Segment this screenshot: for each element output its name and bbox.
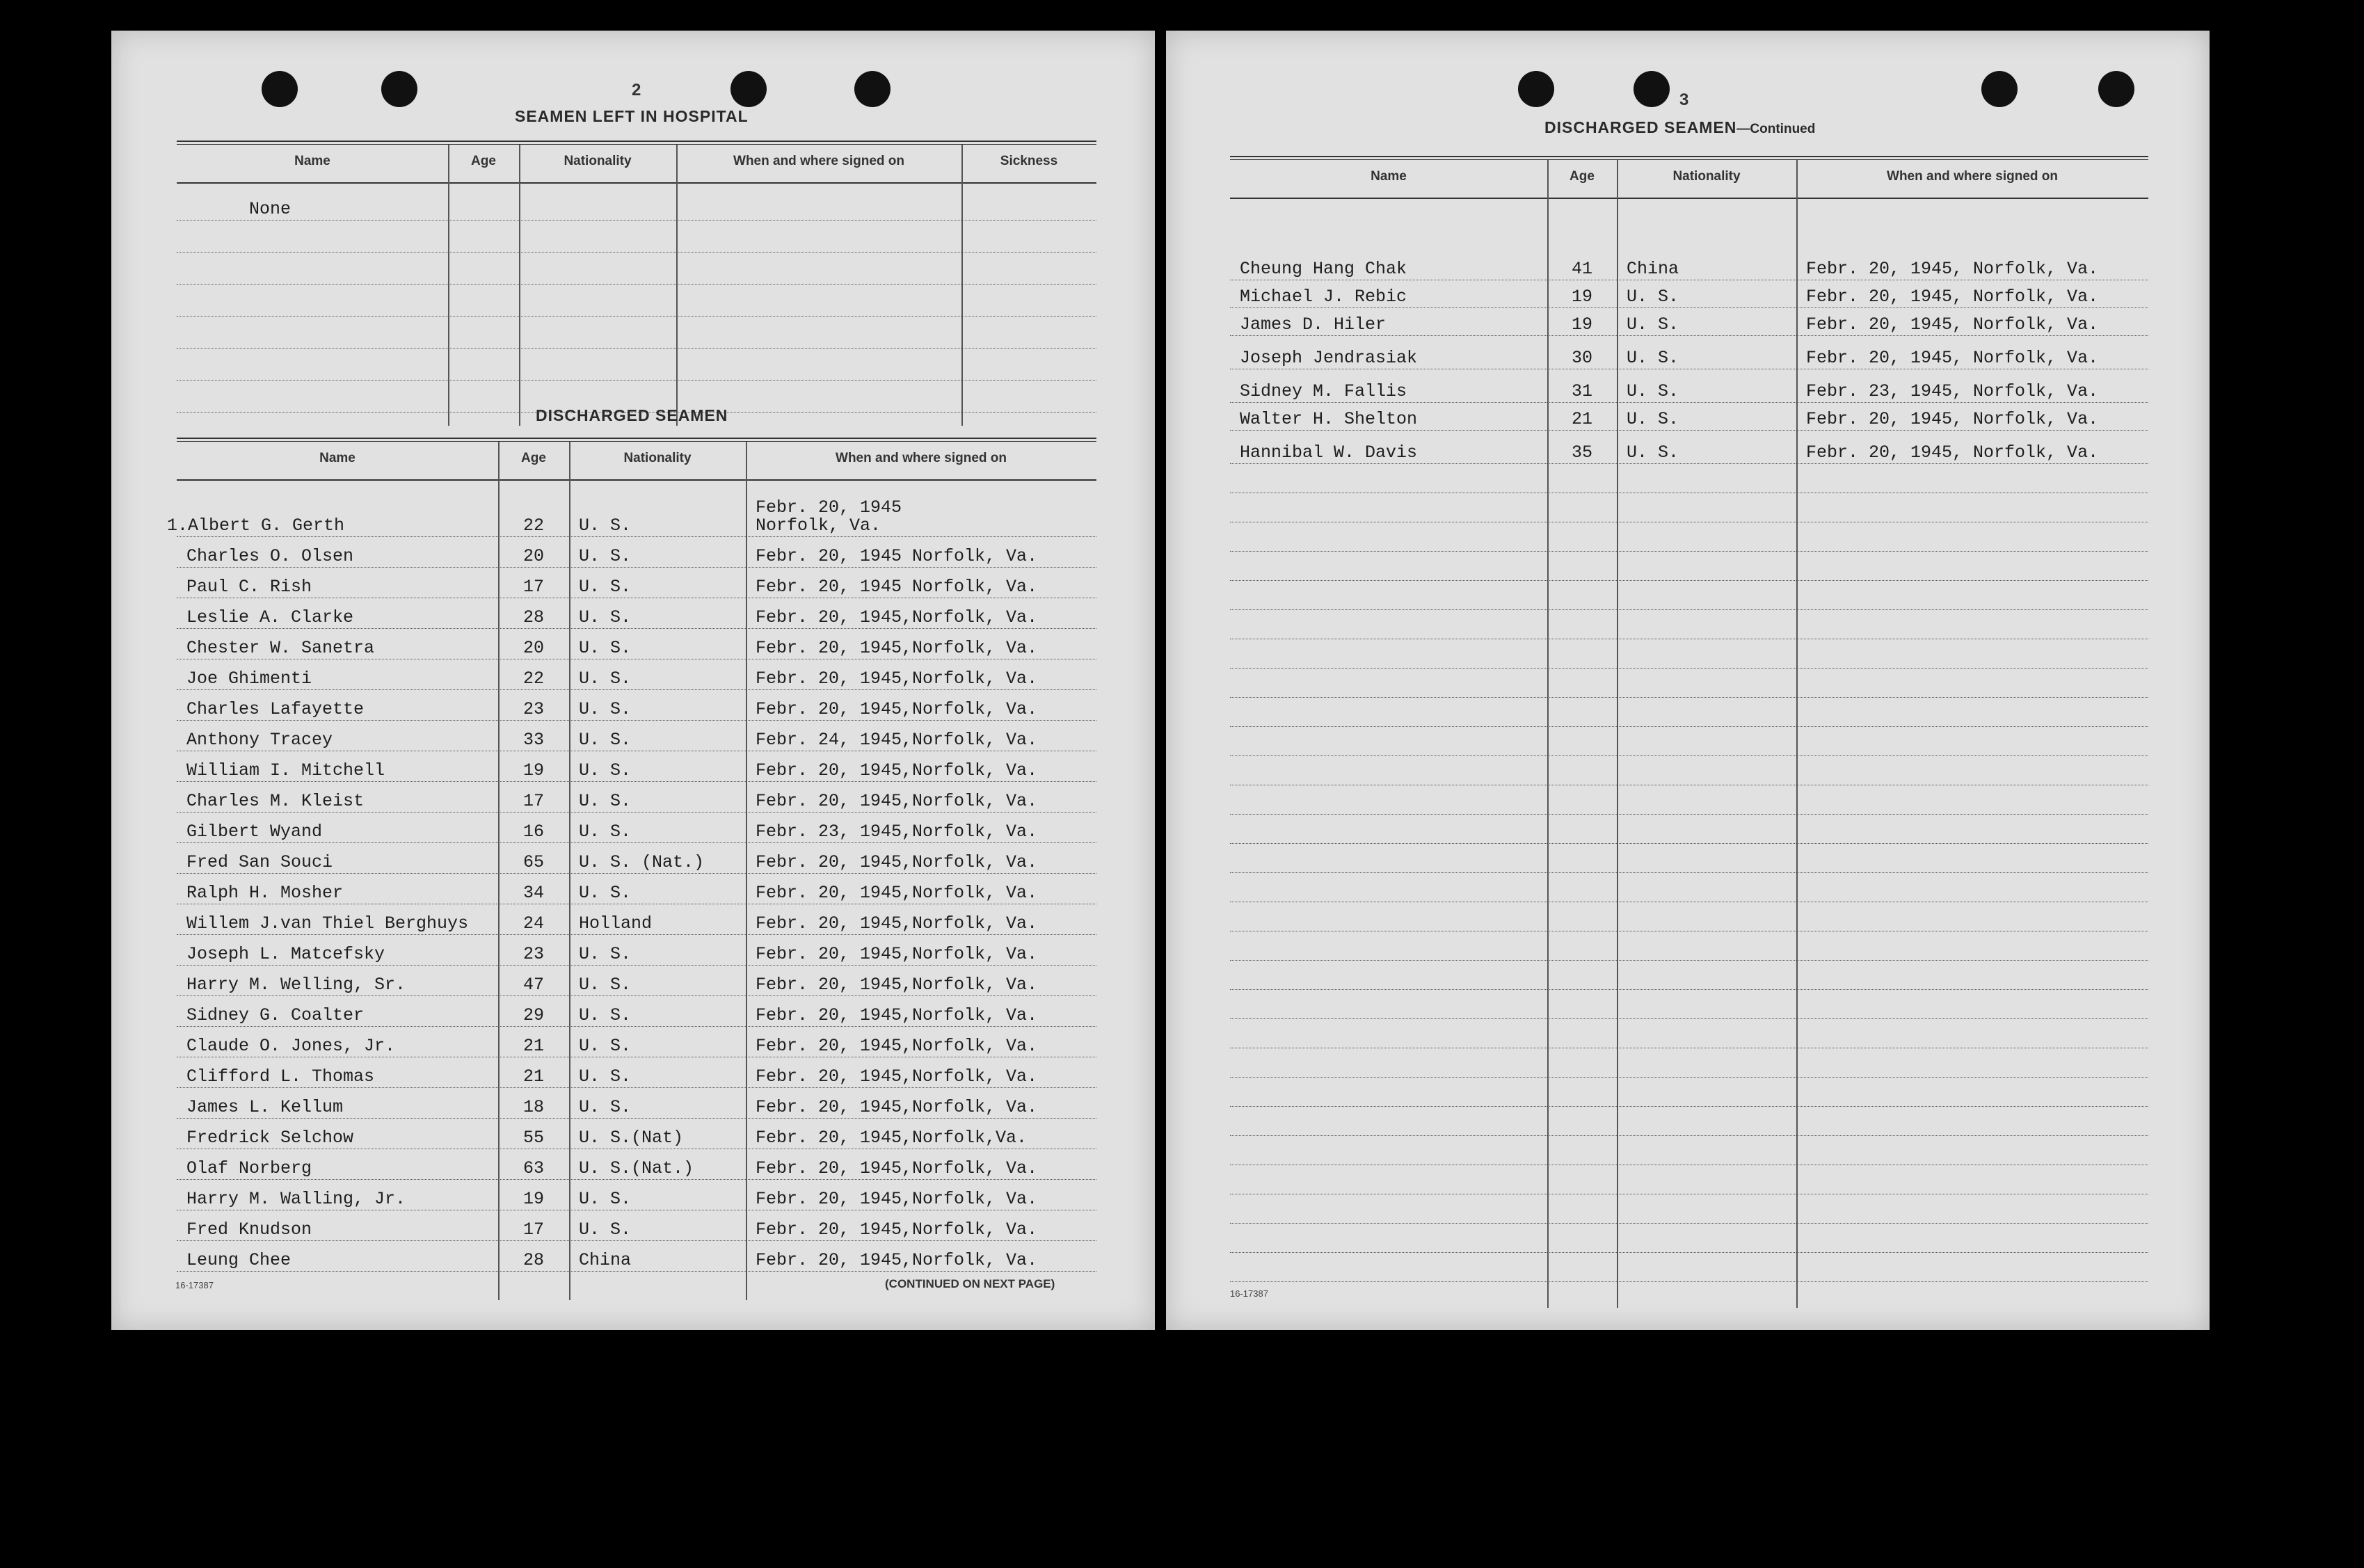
table-header — [177, 141, 1096, 184]
seaman-age: 55 — [522, 1127, 544, 1148]
table-row — [1230, 902, 2148, 931]
seaman-signed-on: Febr. 20, 1945,Norfolk, Va. — [756, 1066, 1038, 1087]
seaman-age: 17 — [522, 576, 544, 597]
seaman-name: Harry M. Walling, Jr. — [186, 1188, 406, 1209]
column-header: Nationality — [1672, 169, 1741, 184]
seaman-age: 65 — [522, 851, 544, 872]
column-header: Name — [319, 451, 356, 465]
table-row — [177, 348, 1096, 381]
seaman-signed-on: Febr. 24, 1945,Norfolk, Va. — [756, 729, 1038, 750]
column-header: Age — [1570, 169, 1595, 184]
seaman-signed-on: Febr. 20, 1945,Norfolk, Va. — [756, 698, 1038, 719]
seaman-name: James D. Hiler — [1240, 314, 1387, 335]
punch-hole — [381, 71, 417, 107]
table-row — [167, 479, 1096, 537]
table-row — [1230, 1165, 2148, 1194]
table-row — [1230, 989, 2148, 1019]
seaman-age: 21 — [1571, 408, 1592, 429]
punch-hole — [1518, 71, 1554, 107]
seaman-signed-on: Febr. 20, 1945,Norfolk, Va. — [756, 1096, 1038, 1117]
seaman-signed-on: Febr. 20, 1945,Norfolk, Va. — [756, 974, 1038, 995]
seaman-nationality: U. S. — [1627, 286, 1679, 307]
seaman-age: 31 — [1571, 381, 1592, 401]
table-row — [177, 659, 1096, 690]
discharged-section-title: DISCHARGED SEAMEN — [536, 406, 728, 424]
table-row — [1230, 1223, 2148, 1253]
seaman-name: William I. Mitchell — [186, 760, 385, 781]
seaman-name: Walter H. Shelton — [1240, 408, 1418, 429]
table-row — [1230, 1135, 2148, 1165]
table-row — [1230, 755, 2148, 785]
table-row — [1230, 402, 2148, 431]
seaman-signed-on: Febr. 20, 1945,Norfolk, Va. — [756, 1158, 1038, 1178]
seaman-signed-on: Febr. 20, 1945,Norfolk, Va. — [756, 1219, 1038, 1240]
seaman-age: 17 — [522, 790, 544, 811]
hospital-section-title: SEAMEN LEFT IN HOSPITAL — [515, 107, 749, 125]
punch-hole — [730, 71, 767, 107]
punch-hole — [262, 71, 298, 107]
seaman-nationality: U. S. — [1627, 347, 1679, 368]
seaman-signed-on: Febr. 20, 1945, Norfolk, Va. — [1806, 286, 2099, 307]
seaman-name: Fredrick Selchow — [186, 1127, 354, 1148]
column-header: When and where signed on — [836, 451, 1007, 465]
seaman-nationality: U. S. — [579, 668, 632, 689]
seaman-nationality: U. S. — [1627, 381, 1679, 401]
table-row — [1230, 960, 2148, 990]
seaman-nationality: U. S. — [579, 760, 632, 781]
seaman-signed-on: Febr. 20, 1945, Norfolk, Va. — [1806, 347, 2099, 368]
table-row — [1230, 609, 2148, 639]
seaman-name: Hannibal W. Davis — [1240, 442, 1418, 463]
seaman-nationality: U. S.(Nat.) — [579, 1158, 694, 1178]
seaman-age: 29 — [522, 1005, 544, 1025]
seaman-signed-on: Febr. 20, 1945 Norfolk, Va. — [756, 545, 1038, 566]
seaman-nationality: U. S. — [579, 729, 632, 750]
table-row — [177, 252, 1096, 285]
seaman-name: Chester W. Sanetra — [186, 637, 375, 658]
table-row — [1230, 463, 2148, 493]
table-row — [177, 965, 1096, 996]
seaman-name: Olaf Norberg — [186, 1158, 312, 1178]
table-row — [177, 873, 1096, 904]
punch-hole — [1981, 71, 2018, 107]
seaman-age: 63 — [522, 1158, 544, 1178]
seaman-nationality: U. S. — [579, 698, 632, 719]
seaman-age: 23 — [522, 698, 544, 719]
seaman-signed-on: Febr. 20, 1945,Norfolk,Va. — [756, 1127, 1028, 1148]
seaman-name: Cheung Hang Chak — [1240, 258, 1407, 279]
seaman-signed-on: Febr. 23, 1945,Norfolk, Va. — [756, 821, 1038, 842]
table-row — [1230, 639, 2148, 669]
seaman-nationality: U. S. (Nat.) — [579, 851, 705, 872]
table-row — [177, 1149, 1096, 1180]
table-row — [177, 781, 1096, 813]
table-row — [1230, 843, 2148, 873]
seaman-nationality: U. S. — [579, 1096, 632, 1117]
table-row — [1230, 280, 2148, 308]
table-row — [1230, 430, 2148, 464]
seaman-nationality: U. S. — [579, 515, 632, 536]
hospital-table — [177, 141, 1096, 426]
seaman-age: 21 — [522, 1066, 544, 1087]
table-row — [177, 1179, 1096, 1210]
seaman-age: 19 — [522, 760, 544, 781]
column-header: Nationality — [564, 154, 632, 168]
seaman-age: 22 — [522, 668, 544, 689]
seaman-name: Joseph L. Matcefsky — [186, 943, 385, 964]
table-row — [1230, 1106, 2148, 1136]
column-header: Name — [294, 154, 330, 168]
seaman-signed-on: Febr. 20, 1945,Norfolk, Va. — [756, 943, 1038, 964]
table-row — [177, 904, 1096, 935]
seaman-age: 47 — [522, 974, 544, 995]
seaman-age: 30 — [1571, 347, 1592, 368]
seaman-signed-on: Febr. 20, 1945,Norfolk, Va. — [756, 882, 1038, 903]
table-row — [177, 1240, 1096, 1272]
seaman-nationality: U. S. — [1627, 408, 1679, 429]
table-row — [177, 1057, 1096, 1088]
table-row — [1230, 1018, 2148, 1048]
seaman-nationality: U. S. — [579, 1219, 632, 1240]
seaman-name: Anthony Tracey — [186, 729, 333, 750]
table-row — [1230, 872, 2148, 902]
seaman-age: 21 — [522, 1035, 544, 1056]
table-row — [1230, 668, 2148, 698]
table-row — [1230, 785, 2148, 815]
table-row — [177, 1210, 1096, 1241]
seaman-name: James L. Kellum — [186, 1096, 344, 1117]
seaman-nationality: U. S. — [579, 607, 632, 627]
seaman-name: Fred San Souci — [186, 851, 333, 872]
title-suffix: —Continued — [1736, 122, 1816, 136]
seaman-signed-on: Febr. 20, 1945,Norfolk, Va. — [756, 790, 1038, 811]
seaman-name: Gilbert Wyand — [186, 821, 323, 842]
seaman-signed-on: Febr. 23, 1945, Norfolk, Va. — [1806, 381, 2099, 401]
table-row — [1230, 931, 2148, 961]
seaman-signed-on: Febr. 20, 1945, Norfolk, Va. — [1806, 408, 2099, 429]
seaman-name: Ralph H. Mosher — [186, 882, 344, 903]
hospital-entry-none: None — [249, 198, 291, 219]
seaman-name: Claude O. Jones, Jr. — [186, 1035, 396, 1056]
table-header — [1230, 156, 2148, 199]
table-row — [1230, 335, 2148, 369]
seaman-signed-on: Febr. 20, 1945,Norfolk, Va. — [756, 668, 1038, 689]
seaman-signed-on: Febr. 20, 1945,Norfolk, Va. — [756, 1249, 1038, 1270]
seaman-signed-on: Febr. 20, 1945 Norfolk, Va. — [756, 576, 1038, 597]
seaman-nationality: China — [1627, 258, 1679, 279]
table-row — [1230, 369, 2148, 403]
discharged-table — [167, 438, 1096, 1300]
seaman-nationality: U. S. — [1627, 442, 1679, 463]
seaman-signed-on: Febr. 20, 1945,Norfolk, Va. — [756, 851, 1038, 872]
seaman-name: Joseph Jendrasiak — [1240, 347, 1418, 368]
column-header: When and where signed on — [733, 154, 904, 168]
table-row — [177, 720, 1096, 751]
page-number: 2 — [632, 81, 641, 99]
seaman-signed-on: Febr. 20, 1945,Norfolk, Va. — [756, 760, 1038, 781]
column-header: Age — [521, 451, 546, 465]
seaman-nationality: U. S. — [579, 882, 632, 903]
seaman-name: 1.Albert G. Gerth — [167, 515, 345, 536]
seaman-age: 33 — [522, 729, 544, 750]
seaman-name: Willem J.van Thiel Berghuys — [186, 913, 469, 934]
seaman-signed-on: Febr. 20, 1945, Norfolk, Va. — [1806, 258, 2099, 279]
seaman-age: 20 — [522, 637, 544, 658]
punch-hole — [854, 71, 891, 107]
seaman-nationality: Holland — [579, 913, 653, 934]
seaman-age: 18 — [522, 1096, 544, 1117]
title-main: DISCHARGED SEAMEN — [1544, 118, 1737, 136]
table-row — [177, 995, 1096, 1027]
table-row — [1230, 1077, 2148, 1107]
table-row — [1230, 1194, 2148, 1224]
seaman-age: 28 — [522, 607, 544, 627]
column-header: Nationality — [623, 451, 692, 465]
seaman-nationality: U. S. — [579, 1066, 632, 1087]
table-row — [1230, 307, 2148, 336]
seaman-nationality: U. S. — [579, 576, 632, 597]
page-number: 3 — [1679, 90, 1689, 109]
form-code: 16-17387 — [175, 1280, 214, 1290]
table-row — [1230, 551, 2148, 581]
table-row — [1230, 522, 2148, 552]
seaman-signed-on: Febr. 20, 1945,Norfolk, Va. — [756, 1188, 1038, 1209]
table-row — [177, 1087, 1096, 1119]
seaman-name: Sidney G. Coalter — [186, 1005, 365, 1025]
table-row — [177, 842, 1096, 874]
seaman-name: Harry M. Welling, Sr. — [186, 974, 406, 995]
seaman-nationality: U. S.(Nat) — [579, 1127, 684, 1148]
seaman-signed-on: Febr. 20, 1945 Norfolk, Va. — [756, 497, 902, 536]
seaman-nationality: China — [579, 1249, 632, 1270]
seaman-age: 16 — [522, 821, 544, 842]
table-row — [1230, 697, 2148, 727]
seaman-age: 19 — [1571, 314, 1592, 335]
table-row — [1230, 1252, 2148, 1282]
seaman-signed-on: Febr. 20, 1945,Norfolk, Va. — [756, 913, 1038, 934]
seaman-age: 17 — [522, 1219, 544, 1240]
column-header: Age — [471, 154, 496, 168]
table-row — [1230, 726, 2148, 756]
left-page — [111, 31, 1155, 1330]
seaman-age: 20 — [522, 545, 544, 566]
seaman-age: 28 — [522, 1249, 544, 1270]
seaman-nationality: U. S. — [579, 637, 632, 658]
seaman-nationality: U. S. — [579, 974, 632, 995]
table-row — [177, 220, 1096, 253]
table-row — [177, 182, 1096, 221]
continued-table — [1230, 156, 2148, 1308]
seaman-signed-on: Febr. 20, 1945, Norfolk, Va. — [1806, 314, 2099, 335]
seaman-name: Joe Ghimenti — [186, 668, 312, 689]
seaman-age: 34 — [522, 882, 544, 903]
table-row — [177, 751, 1096, 782]
seaman-name: Michael J. Rebic — [1240, 286, 1407, 307]
seaman-nationality: U. S. — [579, 545, 632, 566]
seaman-name: Leslie A. Clarke — [186, 607, 354, 627]
seaman-signed-on: Febr. 20, 1945, Norfolk, Va. — [1806, 442, 2099, 463]
table-row — [177, 812, 1096, 843]
seaman-name: Fred Knudson — [186, 1219, 312, 1240]
punch-hole — [1634, 71, 1670, 107]
seaman-age: 19 — [1571, 286, 1592, 307]
seaman-name: Charles Lafayette — [186, 698, 365, 719]
table-row — [177, 934, 1096, 966]
seaman-nationality: U. S. — [579, 821, 632, 842]
table-row — [1230, 198, 2148, 280]
form-code: 16-17387 — [1230, 1288, 1268, 1299]
table-row — [1230, 1048, 2148, 1078]
seaman-nationality: U. S. — [579, 943, 632, 964]
table-row — [177, 1026, 1096, 1057]
seaman-age: 22 — [522, 515, 544, 536]
seaman-nationality: U. S. — [579, 790, 632, 811]
punch-hole — [2098, 71, 2134, 107]
seaman-name: Leung Chee — [186, 1249, 291, 1270]
discharged-continued-title — [1544, 118, 1815, 137]
table-row — [177, 628, 1096, 659]
table-row — [177, 536, 1096, 568]
seaman-name: Clifford L. Thomas — [186, 1066, 375, 1087]
right-page — [1166, 31, 2210, 1330]
seaman-signed-on: Febr. 20, 1945,Norfolk, Va. — [756, 637, 1038, 658]
seaman-signed-on: Febr. 20, 1945,Norfolk, Va. — [756, 1035, 1038, 1056]
table-header — [177, 438, 1096, 481]
table-row — [1230, 493, 2148, 522]
seaman-signed-on: Febr. 20, 1945,Norfolk, Va. — [756, 1005, 1038, 1025]
table-row — [177, 316, 1096, 349]
seaman-name: Charles O. Olsen — [186, 545, 354, 566]
seaman-age: 23 — [522, 943, 544, 964]
table-row — [177, 284, 1096, 317]
table-row — [177, 1118, 1096, 1149]
seaman-age: 24 — [522, 913, 544, 934]
table-row — [1230, 580, 2148, 610]
table-row — [1230, 814, 2148, 844]
seaman-age: 41 — [1571, 258, 1592, 279]
seaman-nationality: U. S. — [579, 1005, 632, 1025]
column-header: Name — [1371, 169, 1407, 184]
seaman-nationality: U. S. — [579, 1188, 632, 1209]
seaman-age: 19 — [522, 1188, 544, 1209]
table-row — [177, 598, 1096, 629]
column-header: Sickness — [1000, 154, 1058, 168]
continued-note: (CONTINUED ON NEXT PAGE) — [885, 1277, 1055, 1290]
seaman-name: Charles M. Kleist — [186, 790, 365, 811]
seaman-age: 35 — [1571, 442, 1592, 463]
seaman-name: Paul C. Rish — [186, 576, 312, 597]
seaman-signed-on: Febr. 20, 1945,Norfolk, Va. — [756, 607, 1038, 627]
table-row — [177, 689, 1096, 721]
seaman-nationality: U. S. — [1627, 314, 1679, 335]
column-header: When and where signed on — [1887, 169, 2058, 184]
seaman-name: Sidney M. Fallis — [1240, 381, 1407, 401]
table-row — [177, 567, 1096, 598]
seaman-nationality: U. S. — [579, 1035, 632, 1056]
